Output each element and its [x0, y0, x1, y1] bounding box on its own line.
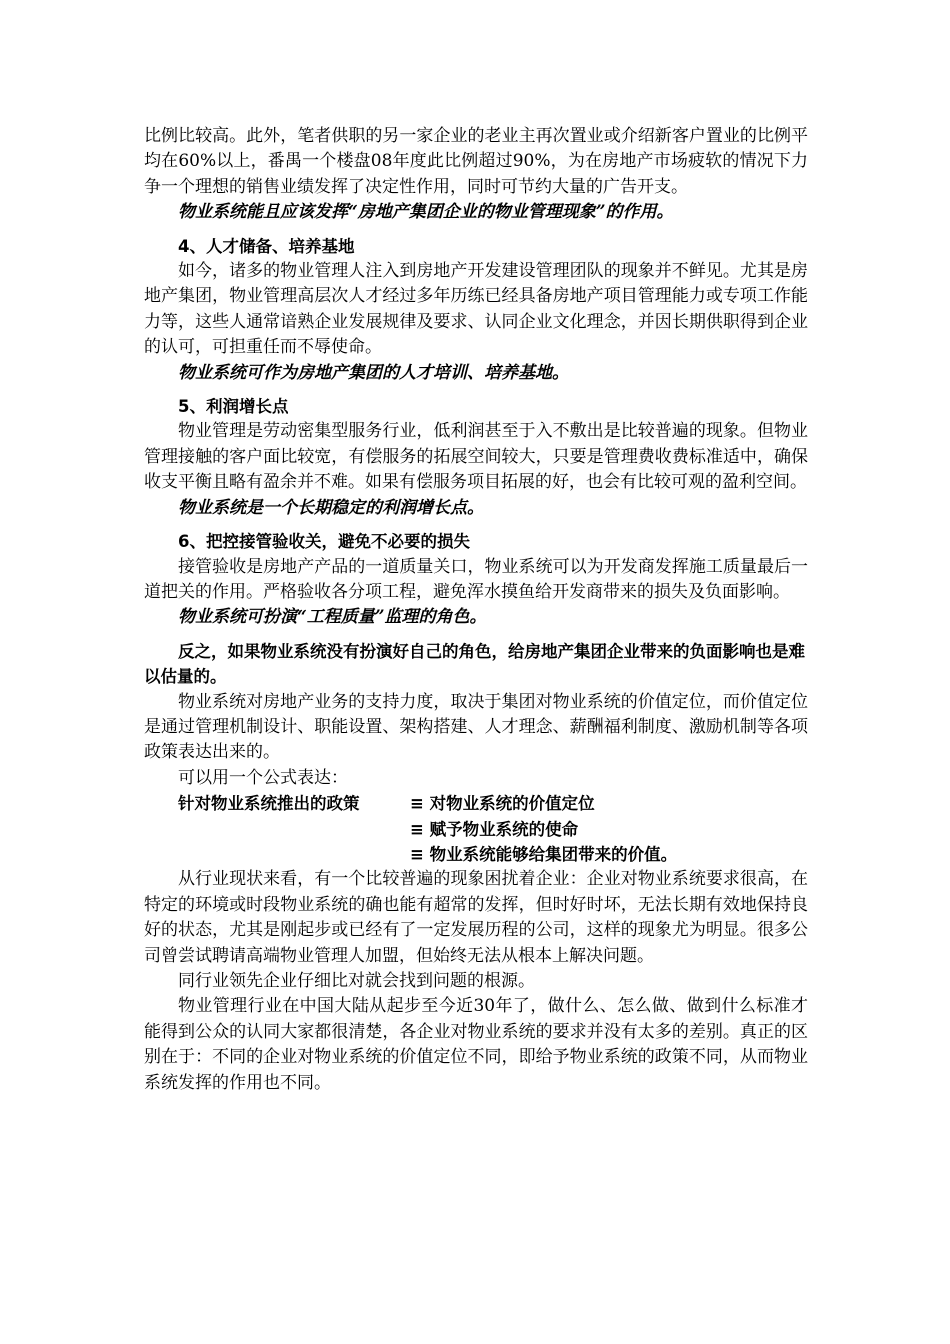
section-heading-4: 4、人才储备、培养基地 [178, 236, 355, 256]
formula-left: 针对物业系统推出的政策 [178, 794, 360, 814]
emphasis-statement: 物业系统可作为房地产集团的人才培训、培养基地。 [178, 362, 569, 383]
paragraph: 比例比较高。此外，笔者供职的另一家企业的老业主再次置业或介绍新客户置业的比例平均在60%以上，番禺一个楼盘08年度此比例超过90%，为在房地产市场疲软的情况下力争一个理想的销售业绩发挥了决定性作用，同时可节约大量的广告开支。 [144, 126, 808, 197]
emphasis-statement: 物业系统是一个长期稳定的利润增长点。 [178, 497, 484, 518]
paragraph: 如今，诸多的物业管理人注入到房地产开发建设管理团队的现象并不鲜见。尤其是房地产集团，物业管理高层次人才经过多年历练已经具备房地产项目管理能力或专项工作能力等，这些人通常谙熟企业发展规律及要求、认同企业文化理念，并因长期供职得到企业的认可，可担重任而不辱使命。 [144, 261, 808, 358]
formula-line-3: ≡ 物业系统能够给集团带来的价值。 [410, 844, 678, 864]
paragraph: 物业管理行业在中国大陆从起步至今近30年了，做什么、怎么做、做到什么标准才能得到公众的认同大家都很清楚，各企业对物业系统的要求并没有太多的差别。真正的区别在于：不同的企业对物业系统的价值定位不同，即给予物业系统的政策不同，从而物业系统发挥的作用也不同。 [144, 996, 808, 1093]
formula-line-1: ≡ 对物业系统的价值定位 [410, 794, 595, 814]
paragraph: 物业管理是劳动密集型服务行业，低利润甚至于入不敷出是比较普遍的现象。但物业管理接触的客户面比较宽，有偿服务的拓展空间较大，只要是管理费收费标准适中，确保收支平衡且略有盈余并不难。如果有偿服务项目拓展的好，也会有比较可观的盈利空间。 [144, 421, 808, 493]
bold-statement: 反之，如果物业系统没有扮演好自己的角色，给房地产集团企业带来的负面影响也是难以估量的。 [144, 641, 805, 687]
emphasis-statement: 物业系统能且应该发挥“房地产集团企业的物业管理现象”的作用。 [178, 202, 674, 223]
section-heading-5: 5、利润增长点 [178, 397, 289, 417]
formula-row-3 [144, 842, 808, 867]
paragraph: 同行业领先企业仔细比对就会找到问题的根源。 [178, 971, 535, 991]
section-heading-6: 6、把控接管验收关，避免不必要的损失 [178, 532, 470, 552]
emphasis-statement: 物业系统可扮演“工程质量”监理的角色。 [178, 607, 487, 628]
paragraph: 从行业现状来看，有一个比较普遍的现象困扰着企业：企业对物业系统要求很高，在特定的环境或时段物业系统的确也能有超常的发挥，但时好时坏，无法长期有效地保持良好的状态，尤其是刚起步或已经有了一定发展历程的公司，这样的现象尤为明显。很多公司曾尝试聘请高端物业管理人加盟，但始终无法从根本上解决问题。 [144, 869, 808, 966]
formula-row-1 [144, 791, 808, 816]
paragraph: 接管验收是房地产产品的一道质量关口，物业系统可以为开发商发挥施工质量最后一道把关的作用。严格验收各分项工程，避免浑水摸鱼给开发商带来的损失及负面影响。 [144, 556, 808, 602]
formula-line-2: ≡ 赋予物业系统的使命 [410, 819, 579, 839]
document-body [144, 124, 808, 1096]
paragraph: 物业系统对房地产业务的支持力度，取决于集团对物业系统的价值定位，而价值定位是通过管理机制设计、职能设置、架构搭建、人才理念、薪酬福利制度、激励机制等各项政策表达出来的。 [144, 691, 808, 763]
paragraph: 可以用一个公式表达： [178, 767, 348, 788]
formula-row-2 [144, 817, 808, 842]
